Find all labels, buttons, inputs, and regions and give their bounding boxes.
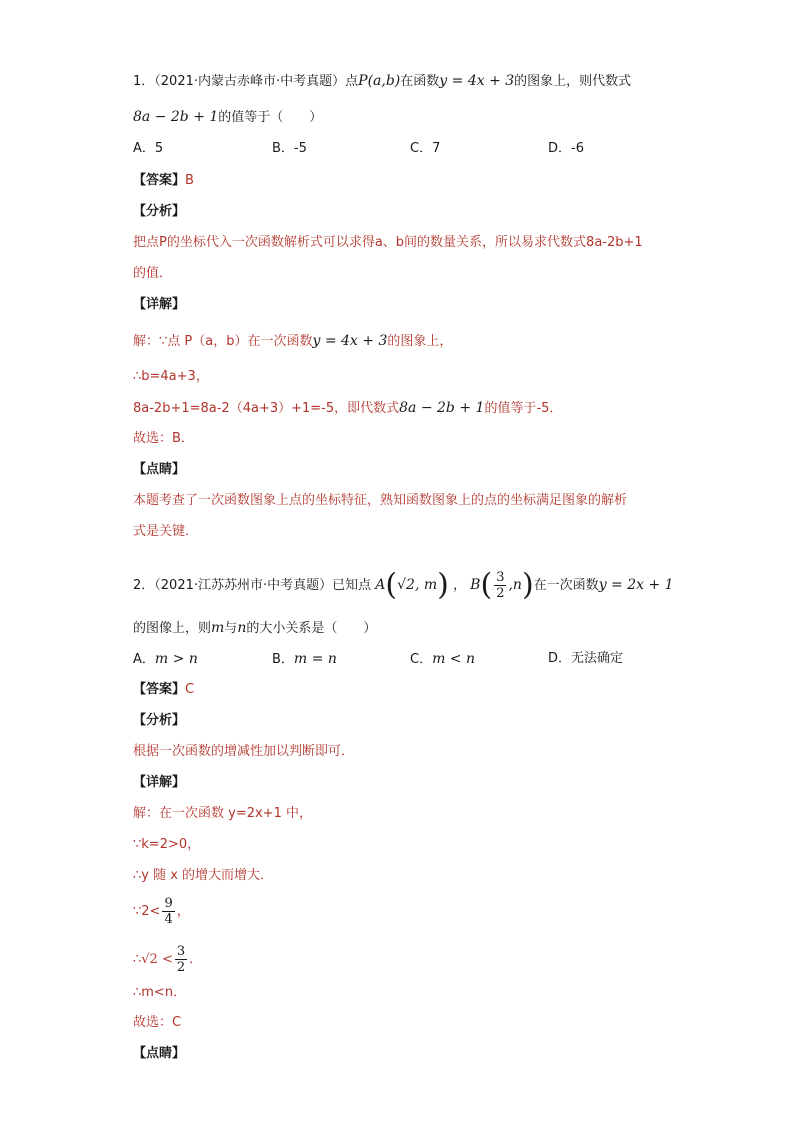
q2-fraction-num: 3	[496, 570, 505, 585]
q1-detail-label: 【详解】	[133, 297, 186, 312]
q1-answer-line	[133, 172, 194, 190]
q1-expression: 8a − 2b + 1	[133, 109, 219, 125]
q2-comment-label: 【点睛】	[133, 1046, 186, 1061]
q1-stem-text: 点	[345, 74, 359, 89]
q2-detail-line3: ∴y 随 x 的增大而增大．	[133, 868, 274, 883]
q2-answer-line	[133, 681, 194, 699]
q2-option-letter: C．	[410, 652, 433, 667]
q1-detail-text: 解：∵点 P（a，b）在一次函数	[133, 334, 313, 349]
q1-detail-expression: 8a − 2b + 1	[399, 400, 485, 416]
q2-comma: ,	[508, 577, 513, 593]
q2-n: n	[237, 620, 247, 636]
q2-fraction-9-4	[162, 896, 174, 927]
q2-fraction-3-2	[175, 944, 187, 975]
q2-option-math: m = n	[293, 651, 337, 667]
q2-detail-text: ．	[189, 952, 203, 967]
q1-stem-text: 在函数	[400, 74, 440, 89]
q2-detail-line7: 故选：C	[133, 1015, 182, 1030]
q1-detail-line2: ∴b=4a+3，	[133, 369, 209, 384]
q1-comment-label: 【点睛】	[133, 462, 186, 477]
q2-m: m	[211, 620, 225, 636]
q1-option-d: D．-6	[548, 141, 584, 156]
q1-number: 1．	[133, 74, 155, 89]
q1-stem-line1	[133, 72, 631, 91]
q1-option-a: A．5	[133, 141, 164, 156]
q1-detail-text: 8a-2b+1=8a-2（4a+3）+1=-5，即代数式	[133, 401, 400, 416]
q2-detail-text: ∵2<	[133, 904, 161, 919]
q2-stem-text: 与	[224, 621, 238, 636]
q1-detail-line3	[133, 399, 562, 418]
q2-option-math: m > n	[154, 651, 198, 667]
q2-stem-line1	[133, 567, 674, 603]
q2-fraction-den: 4	[164, 912, 173, 927]
q2-fraction-den: 2	[496, 586, 505, 601]
q2-detail-line1: 解：在一次函数 y=2x+1 中，	[133, 806, 312, 821]
q1-detail-text: 的图象上，	[387, 334, 453, 349]
q1-stem-line2	[133, 108, 322, 127]
q1-answer-label: 【答案】	[133, 173, 186, 188]
q2-option-letter: A．	[133, 652, 155, 667]
q2-option-letter: B．	[272, 652, 294, 667]
q2-stem-line2	[133, 619, 376, 638]
q2-point-b-fraction	[494, 570, 506, 601]
q1-detail-function: y = 4x + 3	[312, 333, 388, 349]
q1-function: y = 4x + 3	[439, 73, 515, 89]
q1-detail-text: 的值等于-5．	[484, 401, 563, 416]
q1-stem-text: 的值等于（ ）	[218, 110, 323, 125]
q1-option-b: B．-5	[272, 141, 307, 156]
q2-left-paren: (	[480, 567, 493, 603]
q2-fraction-num: 3	[176, 944, 186, 959]
q2-answer-label: 【答案】	[133, 682, 186, 697]
q1-source: （2021·内蒙古赤峰市·中考真题）	[154, 74, 346, 89]
q2-function: y = 2x + 1	[598, 577, 674, 593]
q2-point-a-coord: √2, m	[397, 577, 438, 593]
q2-stem-text: 的大小关系是（ ）	[246, 621, 377, 636]
q2-option-b	[272, 650, 337, 669]
q2-detail-line4	[133, 896, 190, 927]
q2-analysis-label: 【分析】	[133, 713, 186, 728]
q2-point-a-letter: A	[375, 577, 386, 593]
q2-source: （2021·江苏苏州市·中考真题）	[154, 578, 333, 593]
q2-separator: ，	[453, 578, 467, 593]
q2-stem-text: 在一次函数	[533, 578, 599, 593]
q2-option-a	[133, 650, 198, 669]
q2-point-b-letter: B	[470, 577, 481, 593]
q1-comment-line2: 式是关键．	[133, 524, 199, 539]
q1-detail-line4: 故选：B．	[133, 431, 194, 446]
q2-right-paren: )	[521, 567, 534, 603]
q2-option-d: D．无法确定	[548, 651, 624, 666]
q2-stem-text: 的图像上，则	[133, 621, 212, 636]
q2-detail-text: ∴√2 <	[133, 952, 173, 967]
q2-detail-line5	[133, 944, 202, 975]
q2-point-b-n: n	[512, 577, 522, 593]
q1-analysis-line1: 把点P的坐标代入一次函数解析式可以求得a、b间的数量关系，所以易求代数式8a-2b+1	[133, 235, 643, 250]
q1-analysis-label: 【分析】	[133, 204, 186, 219]
q2-detail-text: ，	[176, 904, 190, 919]
q1-stem-text: 的图象上，则代数式	[514, 74, 632, 89]
q1-point: P(a,b)	[358, 73, 401, 89]
q1-answer: B	[185, 173, 194, 188]
q2-right-paren: )	[437, 567, 449, 603]
q1-detail-line1	[133, 332, 452, 351]
q2-analysis: 根据一次函数的增减性加以判断即可．	[133, 744, 355, 759]
q1-analysis-line2: 的值．	[133, 266, 173, 281]
q2-fraction-num: 9	[164, 896, 173, 911]
q2-option-math: m < n	[432, 651, 476, 667]
q2-number: 2．	[133, 578, 155, 593]
q2-answer: C	[185, 682, 195, 697]
q2-stem-text: 已知点	[332, 578, 372, 593]
q2-detail-line2: ∵k=2>0，	[133, 837, 201, 852]
q1-option-c: C．7	[410, 141, 441, 156]
q2-option-c	[410, 650, 475, 669]
q2-detail-line6: ∴m<n．	[133, 985, 187, 1000]
q1-comment-line1: 本题考查了一次函数图象上点的坐标特征，熟知函数图象上的点的坐标满足图象的解析	[133, 493, 628, 508]
q2-left-paren: (	[385, 567, 398, 603]
q2-fraction-den: 2	[176, 960, 186, 975]
q2-detail-label: 【详解】	[133, 775, 186, 790]
